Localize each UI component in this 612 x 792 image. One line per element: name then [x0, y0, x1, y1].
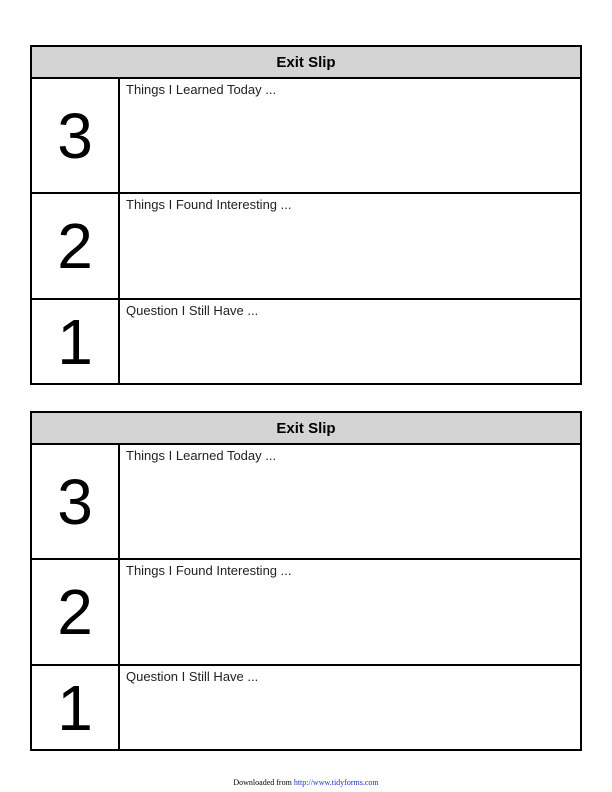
slip-row-3 [32, 445, 580, 560]
row-prompt-writing-area[interactable]: Question I Still Have ... [126, 303, 259, 318]
row-number: 3 [32, 445, 120, 558]
footer-link[interactable]: http://www.tidyforms.com [293, 778, 379, 787]
slip-title: Exit Slip [32, 413, 580, 445]
row-number: 2 [32, 560, 120, 664]
slip-row-2 [32, 194, 580, 300]
row-prompt-writing-area[interactable]: Things I Found Interesting ... [126, 197, 292, 212]
row-prompt-writing-area[interactable]: Question I Still Have ... [126, 669, 259, 684]
row-number: 1 [32, 300, 120, 383]
slip-row-1 [32, 300, 580, 383]
exit-slip-top [30, 45, 582, 385]
row-number: 1 [32, 666, 120, 749]
slip-row-1 [32, 666, 580, 749]
slip-row-3 [32, 79, 580, 194]
row-prompt-writing-area[interactable]: Things I Learned Today ... [126, 448, 277, 463]
row-number: 2 [32, 194, 120, 298]
slip-row-2 [32, 560, 580, 666]
exit-slip-bottom [30, 411, 582, 751]
row-prompt-writing-area[interactable]: Things I Found Interesting ... [126, 563, 292, 578]
row-prompt-writing-area[interactable]: Things I Learned Today ... [126, 82, 277, 97]
footer-prefix: Downloaded from [233, 778, 292, 787]
row-number: 3 [32, 79, 120, 192]
slip-title: Exit Slip [32, 47, 580, 79]
footer-credit [0, 778, 612, 787]
